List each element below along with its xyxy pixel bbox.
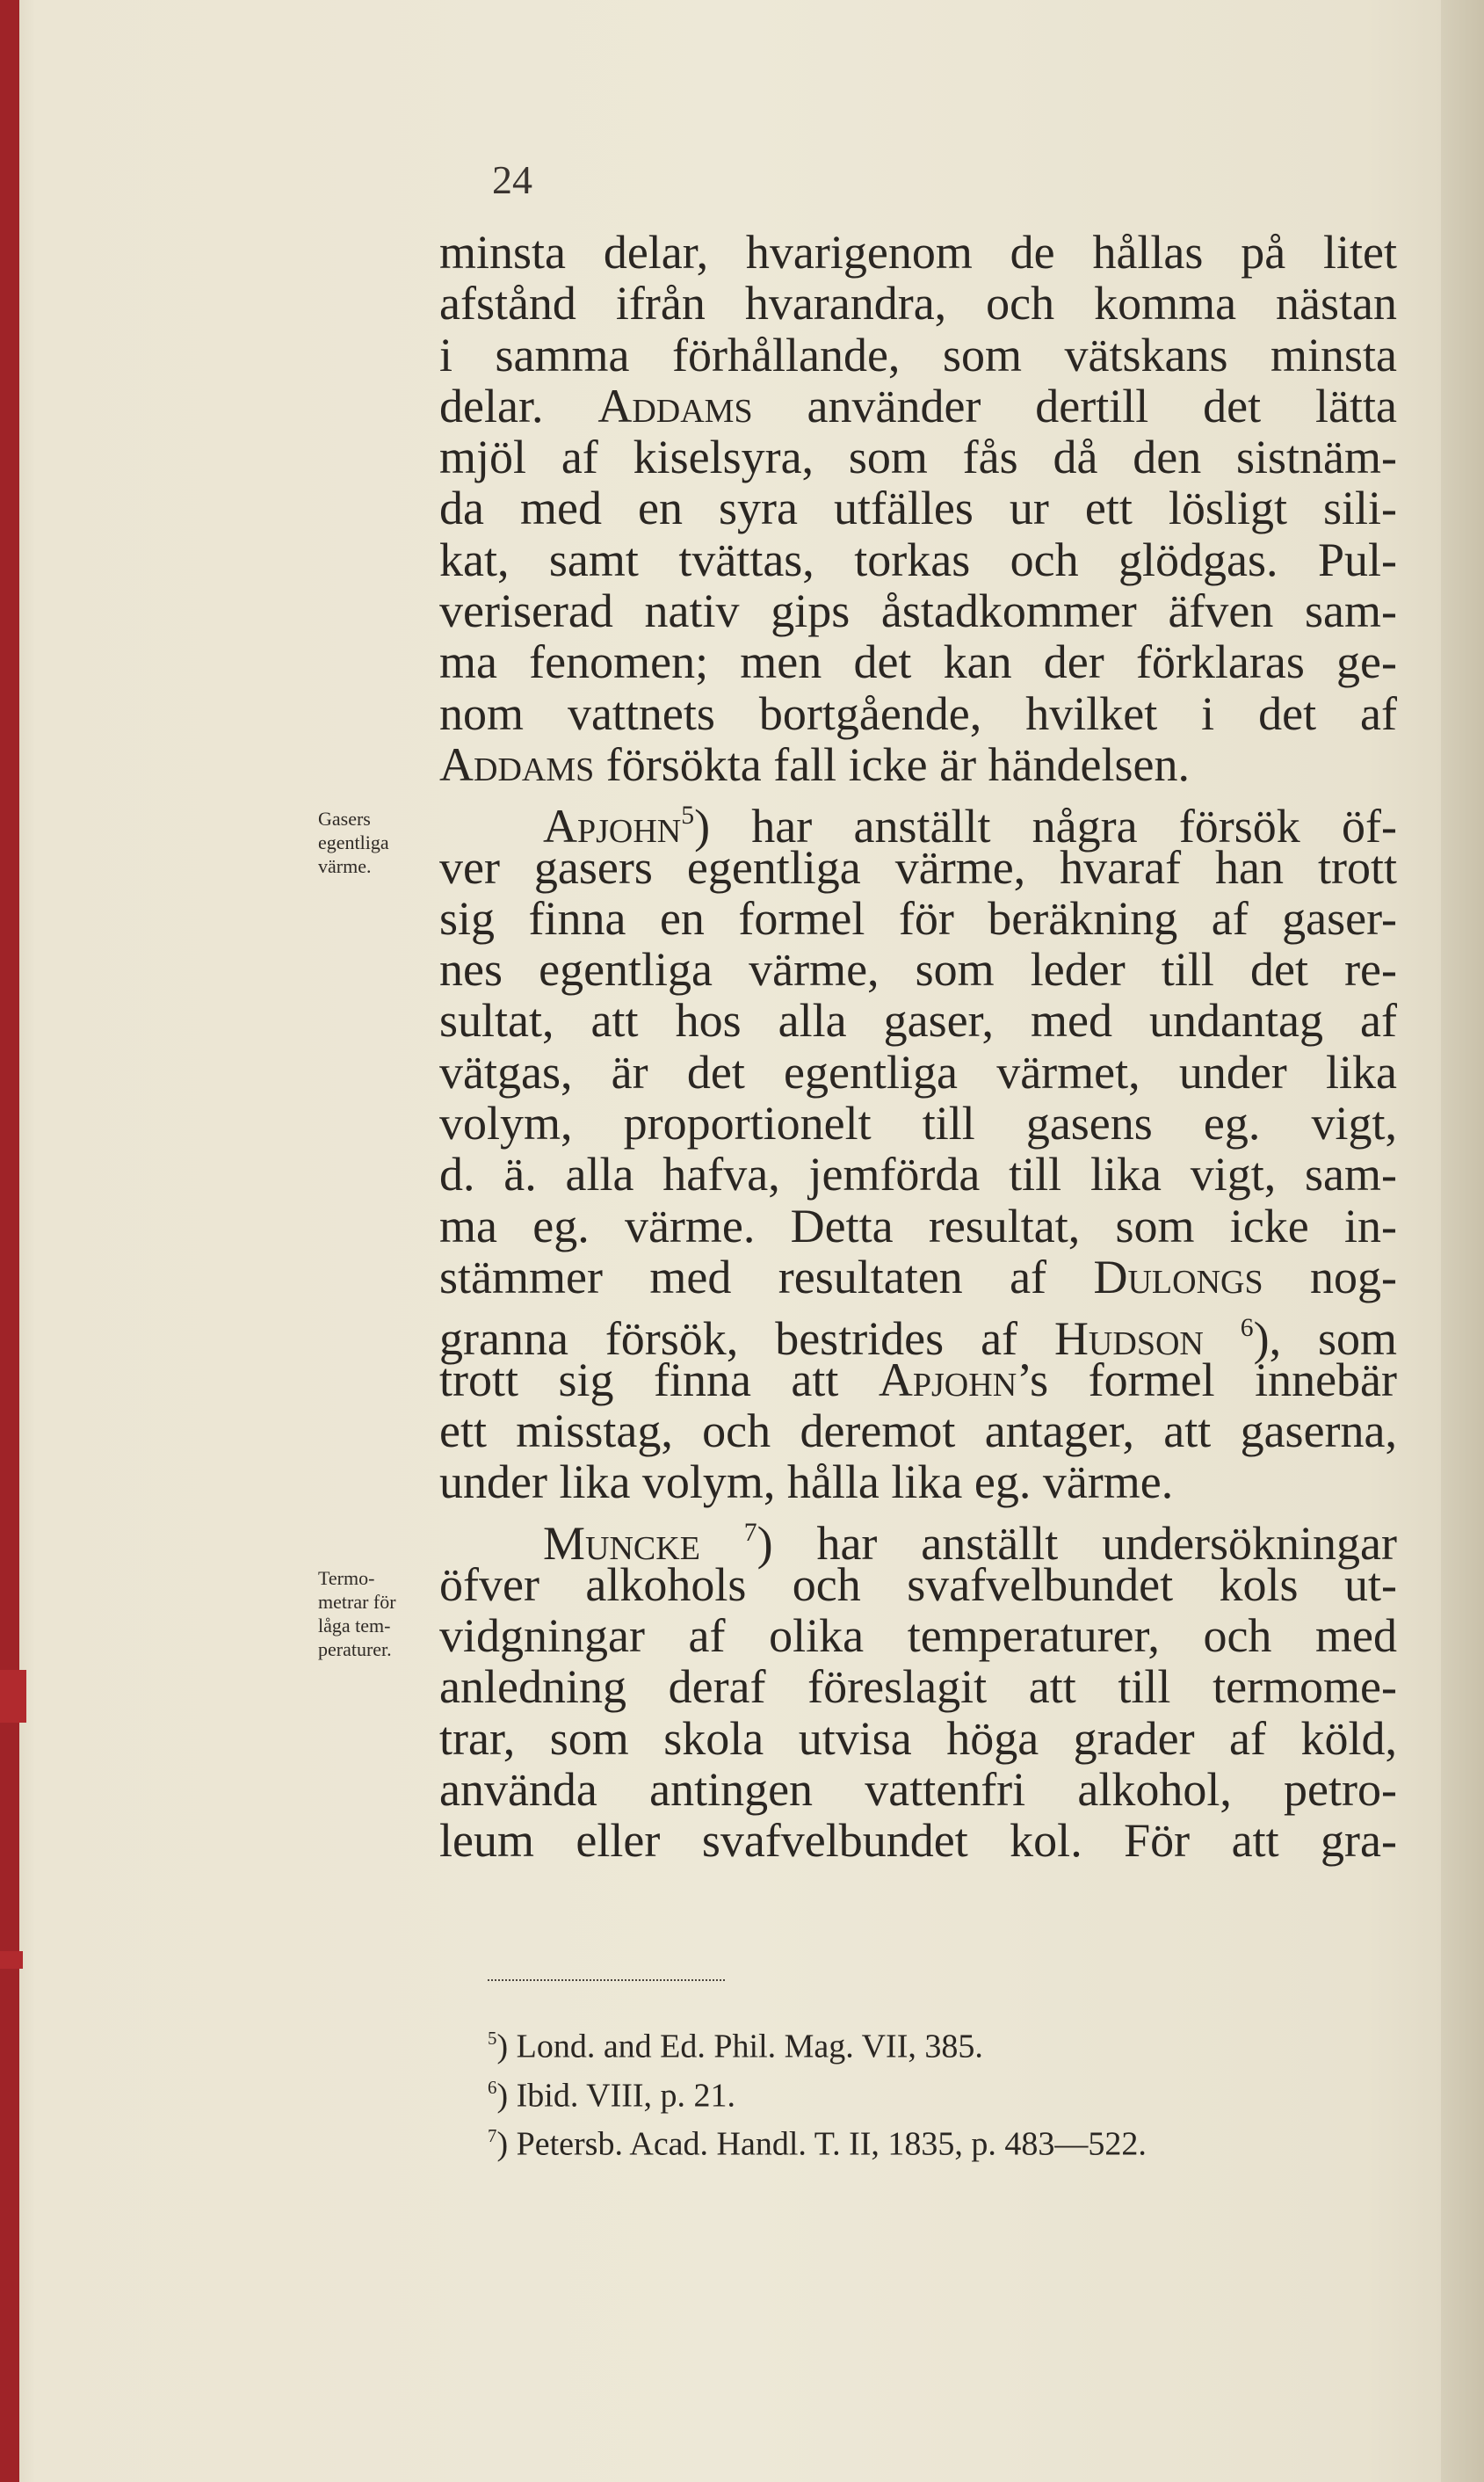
text-line: sultat, att hos alla gaser, med undantag af [439,994,1397,1048]
text-line: leum eller svafvelbundet kol. För att gra- [439,1814,1397,1868]
text-line: öfver alkohols och svafvelbundet kols ut- [439,1557,1397,1611]
text-line [439,739,1397,790]
footnote [488,2018,1147,2067]
text-line: volym, proportionelt till gasens eg. vigt, [439,1097,1397,1150]
footnote [488,2116,1147,2165]
margin-note-line: egentliga [318,831,389,853]
author-name: Apjohn [543,800,682,853]
author-name: Addams [439,737,595,791]
footnote [488,2067,1147,2116]
page-edge-right [1441,0,1484,2482]
text-line [439,1303,1397,1366]
text-run: stämmer med resultaten af [439,1250,1094,1303]
text-line [439,381,1397,432]
footnotes [488,2018,1147,2165]
text-line: veriserad nativ gips åstadkommer äfven sam- [439,584,1397,638]
text-line: använda antingen vattenfri alkohol, petro- [439,1762,1397,1816]
margin-note-gasers-varme [318,807,441,878]
author-name: Muncke [543,1517,700,1571]
text-run: ), som [1253,1312,1397,1366]
text-line: d. ä. alla hafva, jemförda till lika vigt, sam- [439,1148,1397,1201]
text-line: trar, som skola utvisa höga grader af köld, [439,1711,1397,1765]
footnote-mark: 7 [488,2125,497,2147]
text-run: granna försök, bestrides af [439,1312,1054,1366]
text-line [439,1507,1397,1571]
text-line: anledning deraf föreslagit att till termome- [439,1660,1397,1714]
author-name: Addams [597,379,753,432]
margin-note-line: låga tem- [318,1615,391,1637]
page-number: 24 [492,157,532,202]
text-line: sig finna en formel för beräkning af gaser- [439,891,1397,945]
text-run: försökta fall icke är händelsen. [594,737,1190,791]
text-run: delar. [439,379,598,432]
footnote-reference: 6 [1240,1314,1254,1343]
text-run: nog- [1263,1250,1397,1303]
text-line: ver gasers egentliga värme, hvaraf han trott [439,840,1397,894]
author-name: Dulongs [1093,1250,1263,1303]
margin-note-line: värme. [318,855,372,877]
text-line: nom vattnets bortgående, hvilket i det af [439,686,1397,740]
footnote-reference: 5 [681,802,695,831]
text-run: ’s formel innebär [1017,1353,1397,1406]
footnote-text: ) Petersb. Acad. Handl. T. II, 1835, p. 483—522. [496,2125,1147,2163]
text-run: trott sig finna att [439,1353,879,1406]
text-line: vidgningar af olika temperaturer, och med [439,1609,1397,1663]
margin-note-line: Gasers [318,808,371,830]
binding-mark [0,1670,26,1723]
text-run: använder dertill det lätta [752,379,1397,432]
footnote-text: ) Lond. and Ed. Phil. Mag. VII, 385. [496,2028,983,2065]
text-line: nes egentliga värme, som leder till det re- [439,943,1397,997]
text-line: under lika volym, hålla lika eg. värme. [439,1455,1174,1509]
footnote-reference: 7 [743,1519,757,1548]
author-name: Hudson [1053,1312,1204,1366]
text-line: da med en syra utfälles ur ett lösligt sili- [439,482,1397,535]
text-run: ) har anställt några försök öf- [694,800,1397,853]
text-line: afstånd ifrån hvarandra, och komma nästan [439,277,1397,330]
footnote-separator [488,1979,725,1981]
footnote-mark: 5 [488,2028,497,2049]
text-line: ma fenomen; men det kan der förklaras ge- [439,635,1397,689]
binding-mark [0,1951,23,1969]
binding-edge [0,0,19,2482]
author-name: Apjohn [878,1353,1017,1406]
text-line: i samma förhållande, som vätskans minsta [439,328,1397,381]
footnote-text: ) Ibid. VIII, p. 21. [496,2077,736,2115]
text-line: ma eg. värme. Detta resultat, som icke in- [439,1199,1397,1252]
margin-note-termometrar [318,1566,441,1661]
text-line: vätgas, är det egentliga värmet, under lika [439,1045,1397,1099]
body-text [439,227,1397,1867]
text-line [439,1354,1397,1405]
text-line: minsta delar, hvarigenom de hållas på litet [439,226,1397,279]
text-line: mjöl af kiselsyra, som fås då den sistnäm- [439,431,1397,484]
text-run: ) har anställt undersökningar [756,1517,1397,1571]
text-line: kat, samt tvättas, torkas och glödgas. Pul- [439,533,1397,586]
text-line: ett misstag, och deremot antager, att gaserna, [439,1404,1397,1457]
footnote-mark: 6 [488,2076,497,2098]
margin-note-line: peraturer. [318,1638,392,1660]
text-line [439,1252,1397,1303]
margin-note-line: Termo- [318,1567,375,1589]
margin-note-line: metrar för [318,1591,396,1613]
text-line [439,790,1397,853]
